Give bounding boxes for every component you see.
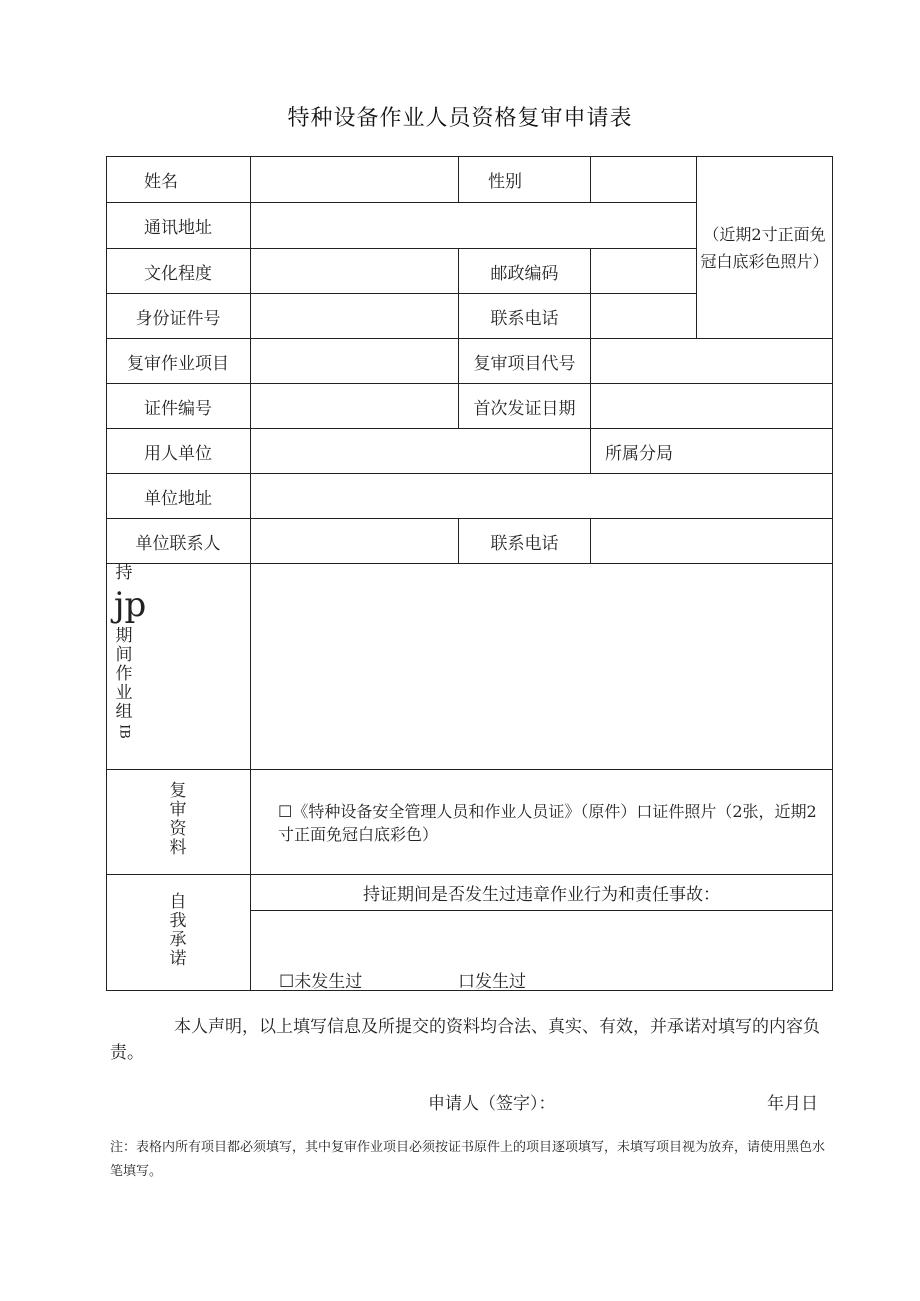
education-label: 文化程度 xyxy=(144,263,212,284)
postcode-label: 邮政编码 xyxy=(490,263,559,284)
period-char-jp: jp xyxy=(114,585,147,625)
commitment-question: 持证期间是否发生过违章作业行为和责任事故： xyxy=(363,885,720,905)
education-field[interactable] xyxy=(251,249,458,293)
address-label: 通讯地址 xyxy=(144,218,212,238)
employer-address-field[interactable] xyxy=(251,474,832,518)
branch-label: 所属分局 xyxy=(605,443,673,464)
period-char-ib: IB xyxy=(116,724,132,739)
commitment-char: 承 xyxy=(169,930,187,950)
period-work-label xyxy=(114,563,147,741)
gender-field[interactable] xyxy=(591,157,696,202)
review-code-label: 复审项目代号 xyxy=(473,353,576,374)
period-work-field[interactable] xyxy=(251,564,832,769)
period-char: 持 xyxy=(115,563,133,583)
materials-label xyxy=(168,782,188,858)
first-issue-date-field[interactable] xyxy=(591,384,832,428)
phone2-field[interactable] xyxy=(591,519,832,563)
period-char: 业 xyxy=(115,683,133,703)
gender-label: 性别 xyxy=(488,172,522,192)
materials-char: 复 xyxy=(169,781,187,801)
phone-field[interactable] xyxy=(591,294,696,338)
review-code-field[interactable] xyxy=(591,339,832,383)
cert-number-label: 证件编号 xyxy=(144,398,212,419)
period-char: 间 xyxy=(115,645,133,665)
period-char: 组 xyxy=(115,702,133,722)
period-char: 期 xyxy=(115,626,133,646)
period-char: 作 xyxy=(115,664,133,684)
commitment-char: 诺 xyxy=(169,949,187,969)
employer-label: 用人单位 xyxy=(144,443,212,464)
photo-box[interactable] xyxy=(697,157,832,338)
branch-field[interactable] xyxy=(690,429,832,473)
materials-char: 审 xyxy=(169,800,187,820)
signature-date: 年月日 xyxy=(767,1094,818,1114)
id-number-field[interactable] xyxy=(251,294,458,338)
id-number-label: 身份证件号 xyxy=(135,308,221,329)
photo-note: （近期2寸正面免冠白底彩色照片） xyxy=(700,224,829,271)
col-line xyxy=(832,156,833,991)
name-field[interactable] xyxy=(251,157,458,202)
address-field[interactable] xyxy=(251,203,696,248)
commitment-char: 自 xyxy=(169,892,187,912)
declaration: 本人声明，以上填写信息及所提交的资料均合法、真实、有效，并承诺对填写的内容负责。 xyxy=(110,1017,820,1063)
review-item-field[interactable] xyxy=(251,339,458,383)
option-not-occurred[interactable]: ☐未发生过 xyxy=(279,972,363,992)
employer-contact-field[interactable] xyxy=(251,519,458,563)
first-issue-date-label: 首次发证日期 xyxy=(473,398,576,419)
commitment-label xyxy=(168,893,188,969)
materials-text[interactable]: ☐《特种设备安全管理人员和作业人员证》（原件）口证件照片（2张，近期2寸正面免冠白底彩色） xyxy=(278,802,817,844)
postcode-field[interactable] xyxy=(591,249,696,293)
employer-field[interactable] xyxy=(251,429,590,473)
applicant-signature: 申请人（签字）： xyxy=(428,1094,556,1114)
footnote: 注：表格内所有项目都必须填写，其中复审作业项目必须按证书原件上的项目逐项填写，未填写项目视为放弃，请使用黑色水笔填写。 xyxy=(110,1140,826,1179)
employer-address-label: 单位地址 xyxy=(144,488,212,509)
name-label: 姓名 xyxy=(144,172,178,192)
commitment-char: 我 xyxy=(169,911,187,931)
phone2-label: 联系电话 xyxy=(490,533,559,554)
materials-char: 料 xyxy=(169,838,187,858)
row-line xyxy=(106,769,833,770)
employer-contact-label: 单位联系人 xyxy=(135,533,221,554)
review-item-label: 复审作业项目 xyxy=(127,353,229,374)
row-line xyxy=(250,910,833,911)
materials-char: 资 xyxy=(169,819,187,839)
form-title: 特种设备作业人员资格复审申请表 xyxy=(287,106,633,131)
option-occurred[interactable]: 口发生过 xyxy=(458,972,526,992)
phone-label: 联系电话 xyxy=(490,308,559,329)
cert-number-field[interactable] xyxy=(251,384,458,428)
